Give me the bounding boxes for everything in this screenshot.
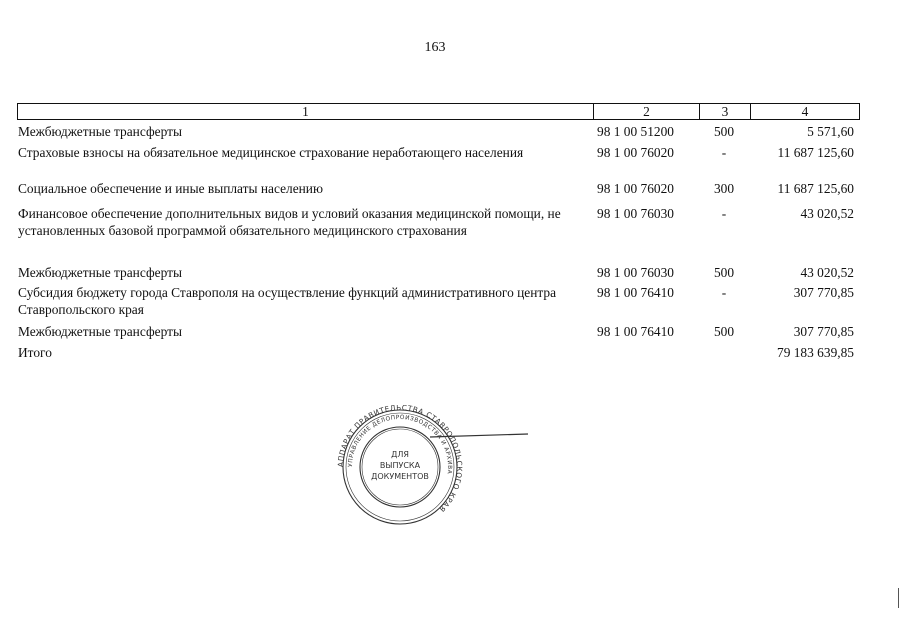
row-code: 98 1 00 76020 [597,145,674,160]
row-type: 300 [713,181,735,196]
row-name: Субсидия бюджету города Ставрополя на осуществление функций административного центра Ставропольского края [18,285,557,317]
budget-table [17,103,860,360]
stamp-center-line-2: ВЫПУСКА [379,461,421,470]
row-name: Страховые взносы на обязательное медицинское страхование неработающего населения [18,145,524,160]
scan-edge-mark [898,588,899,608]
row-amount: 11 687 125,60 [777,145,854,160]
row-code: 98 1 00 76020 [597,181,674,196]
row-type: 500 [713,324,735,339]
stamp-center-line-3: ДОКУМЕНТОВ [371,472,429,481]
official-stamp [330,405,530,525]
row-amount: 43 020,52 [800,265,854,280]
row-code: 98 1 00 51200 [597,124,674,139]
stamp-center-line-1: ДЛЯ [391,450,409,459]
row-amount: 307 770,85 [793,324,854,339]
column-header-1: 1 [18,104,594,119]
row-type: - [721,285,727,300]
stamp-inner-text: УПРАВЛЕНИЕ ДЕЛОПРОИЗВОДСТВА И АРХИВА [347,414,453,475]
row-name: Социальное обеспечение и иные выплаты населению [18,181,323,196]
table-header-row [17,103,860,120]
total-label: Итого [18,345,52,360]
row-amount: 11 687 125,60 [777,181,854,196]
total-amount: 79 183 639,85 [777,345,854,360]
row-code: 98 1 00 76410 [597,285,674,300]
stamp-outer-text: АППАРАТ ПРАВИТЕЛЬСТВА СТАВРОПОЛЬСКОГО КРАЯ [335,405,465,514]
page-number: 163 [424,40,446,55]
row-type: - [721,206,727,221]
row-amount: 307 770,85 [793,285,854,300]
row-name: Межбюджетные трансферты [18,324,182,339]
column-header-3: 3 [700,104,751,119]
row-type: 500 [713,265,735,280]
row-type: - [721,145,727,160]
column-header-4: 4 [801,104,809,119]
row-type: 500 [713,124,735,139]
row-amount: 5 571,60 [807,124,854,139]
row-code: 98 1 00 76410 [597,324,674,339]
row-name: Межбюджетные трансферты [18,265,182,280]
row-name: Финансовое обеспечение дополнительных видов и условий оказания медицинской помощи, не установленных базовой программой обязательного медицинского страхования [18,206,561,238]
row-code: 98 1 00 76030 [597,265,674,280]
row-name: Межбюджетные трансферты [18,124,182,139]
row-code: 98 1 00 76030 [597,206,674,221]
column-header-2: 2 [594,104,700,119]
row-amount: 43 020,52 [800,206,854,221]
